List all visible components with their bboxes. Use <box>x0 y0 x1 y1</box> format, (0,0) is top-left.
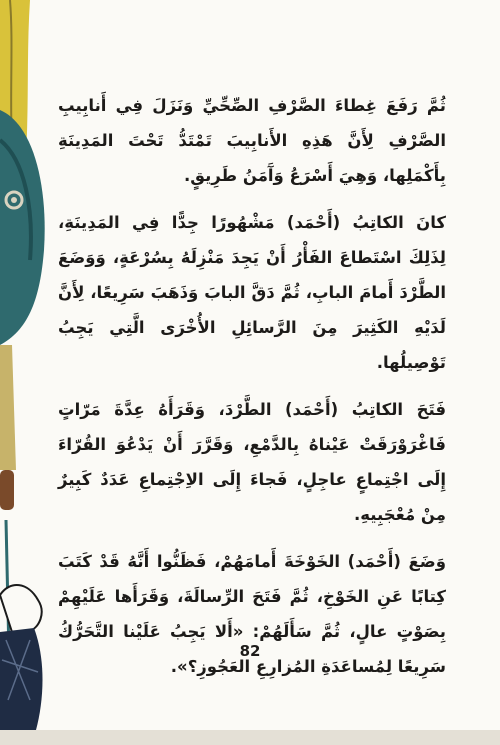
paragraph-2: كانَ الكاتِبُ (أَحْمَد) مَشْهُورًا جِدًّا فِي المَدِينَةِ، لِذَلِكَ اسْتَطاعَ الفَأْرُ أَنْ يَجِدَ مَنْزِلَهُ بِسُرْعَةٍ، وَوَضَعَ الطَّرْدَ أَمامَ البابِ، ثُمَّ دَقَّ البابَ وَذَهَبَ سَرِيعًا، لِأَنَّ لَدَيْهِ الكَثِيرَ مِنَ الرَّسائِلِ الأُخْرَى الَّتِي يَجِبُ تَوْصِيلُها. <box>58 213 446 372</box>
paragraph-4: وَضَعَ (أَحْمَد) الخَوْخَةَ أَمامَهُمْ، فَظَنُّوا أَنَّهُ قَدْ كَتَبَ كِتابًا عَنِ الخَوْخِ، ثُمَّ فَتَحَ الرِّسالَةَ، وَقَرَأَها عَلَيْهِمْ بِصَوْتٍ عالٍ، ثُمَّ سَأَلَهُمْ: «أَلا يَجِبُ عَلَيْنا التَّحَرُّكُ سَرِيعًا لِمُساعَدَةِ المُزارِعِ العَجُوزِ؟». <box>58 552 446 676</box>
story-text <box>58 88 446 696</box>
side-illustration <box>0 0 60 745</box>
page-bottom-edge <box>0 730 500 745</box>
page-number: 82 <box>239 642 261 660</box>
paragraph-3: فَتَحَ الكاتِبُ (أَحْمَد) الطَّرْدَ، وَقَرَأَهُ عِدَّةَ مَرّاتٍ فَاغْرَوْرَقَتْ عَيْناهُ بِالدَّمْعِ، وَقَرَّرَ أَنْ يَدْعُوَ القُرّاءَ إِلَى اجْتِماعٍ عاجِلٍ، فَجاءَ إِلَى الاِجْتِماعِ عَدَدٌ كَبِيرٌ مِنْ مُعْجَبِيهِ. <box>58 400 446 524</box>
paragraph-1: ثُمَّ رَفَعَ غِطاءَ الصَّرْفِ الصِّحِّيِّ وَنَزَلَ فِي أَنابِيبِ الصَّرْفِ لِأَنَّ هَذِهِ الأَنابِيبَ تَمْتَدُّ تَحْتَ المَدِينَةِ بِأَكْمَلِها، وَهِيَ أَسْرَعُ وَآَمَنُ طَرِيقٍ. <box>58 96 446 185</box>
